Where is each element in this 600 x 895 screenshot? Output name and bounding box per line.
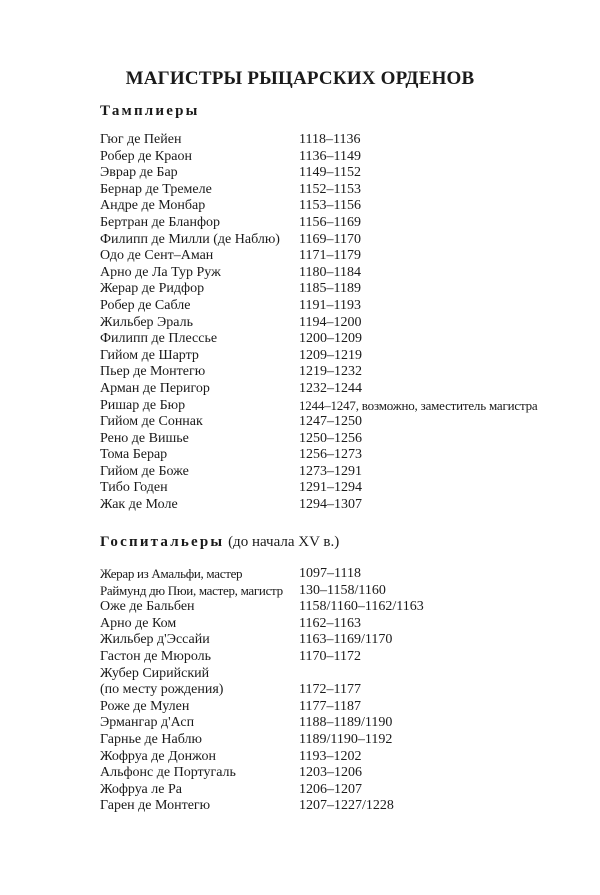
list-item bbox=[100, 298, 580, 315]
master-name: Жофруа ле Ра bbox=[100, 781, 182, 797]
master-name: Бертран де Бланфор bbox=[100, 214, 221, 230]
master-name: Филипп де Плессье bbox=[100, 331, 218, 347]
master-name: Альфонс де Португаль bbox=[100, 765, 236, 781]
master-name: Робер де Сабле bbox=[100, 297, 191, 313]
master-name: Тома Берар bbox=[100, 447, 168, 463]
master-years: 1194–1200 bbox=[299, 314, 362, 330]
master-years: 1118–1136 bbox=[299, 132, 361, 147]
list-item bbox=[100, 583, 580, 600]
list-item bbox=[100, 732, 580, 749]
master-years: 1172–1177 bbox=[299, 682, 361, 698]
list-item bbox=[100, 666, 580, 683]
master-years: 1193–1202 bbox=[299, 748, 362, 764]
list-item bbox=[100, 616, 580, 633]
list-item bbox=[100, 699, 580, 716]
master-years: 1247–1250 bbox=[299, 414, 362, 430]
hospitallers-heading-note: (до начала XV в.) bbox=[228, 534, 340, 550]
list-item bbox=[100, 265, 580, 282]
list-item bbox=[100, 198, 580, 215]
master-name: Жильбер Эраль bbox=[100, 314, 194, 330]
master-name: Андре де Монбар bbox=[100, 198, 206, 214]
master-name: Филипп де Милли (де Наблю) bbox=[100, 231, 280, 247]
master-years: 1219–1232 bbox=[299, 364, 362, 380]
master-name: Тибо Годен bbox=[100, 480, 168, 496]
master-years: 1191–1193 bbox=[299, 297, 361, 313]
master-name: Жофруа де Донжон bbox=[100, 748, 216, 764]
master-years: 1158/1160–1162/1163 bbox=[299, 599, 424, 615]
list-item bbox=[100, 182, 580, 199]
master-years: 1250–1256 bbox=[299, 430, 362, 446]
list-item bbox=[100, 682, 580, 699]
master-years: 1185–1189 bbox=[299, 281, 361, 297]
list-item bbox=[100, 464, 580, 481]
master-years: 1256–1273 bbox=[299, 447, 362, 463]
master-name: Одо де Сент–Аман bbox=[100, 248, 214, 264]
list-item bbox=[100, 749, 580, 766]
master-years: 1177–1187 bbox=[299, 698, 361, 714]
templars-heading bbox=[100, 101, 200, 121]
master-years: 1149–1152 bbox=[299, 165, 361, 181]
master-name: Жерар де Ридфор bbox=[100, 281, 205, 297]
master-name: Гарен де Монтегю bbox=[100, 798, 211, 814]
list-item bbox=[100, 348, 580, 365]
master-years: 1206–1207 bbox=[299, 781, 362, 797]
master-years: 1097–1118 bbox=[299, 566, 361, 581]
master-years: 1180–1184 bbox=[299, 264, 361, 280]
list-item bbox=[100, 447, 580, 464]
master-years: 1209–1219 bbox=[299, 347, 362, 363]
master-name: Арно де Ла Тур Руж bbox=[100, 264, 221, 280]
master-years: 1203–1206 bbox=[299, 765, 362, 781]
list-item bbox=[100, 715, 580, 732]
master-name: (по месту рождения) bbox=[100, 682, 224, 698]
list-item bbox=[100, 281, 580, 298]
hospitallers-heading-label: Госпитальеры bbox=[100, 534, 225, 550]
master-name: Жерар из Амальфи, мастер bbox=[100, 566, 243, 581]
master-name: Жильбер д'Эссайи bbox=[100, 632, 210, 648]
list-item bbox=[100, 398, 580, 415]
list-item bbox=[100, 765, 580, 782]
master-name: Гюг де Пейен bbox=[100, 132, 182, 147]
master-years: 1244–1247, возможно, заместитель магистра bbox=[299, 397, 538, 413]
hospitallers-list bbox=[100, 566, 580, 815]
master-name: Арман де Перигор bbox=[100, 380, 210, 396]
master-name: Арно де Ком bbox=[100, 615, 177, 631]
list-item bbox=[100, 414, 580, 431]
master-years: 1188–1189/1190 bbox=[299, 715, 393, 731]
list-item bbox=[100, 331, 580, 348]
list-item bbox=[100, 381, 580, 398]
master-years: 1163–1169/1170 bbox=[299, 632, 393, 648]
list-item bbox=[100, 798, 580, 815]
templars-heading-label: Тамплиеры bbox=[100, 103, 200, 119]
master-years: 1171–1179 bbox=[299, 248, 361, 264]
master-years: 1169–1170 bbox=[299, 231, 361, 247]
master-years: 1170–1172 bbox=[299, 648, 361, 664]
master-name: Рено де Вишье bbox=[100, 430, 189, 446]
master-name: Ришар де Бюр bbox=[100, 397, 186, 413]
master-name: Гийом де Соннак bbox=[100, 414, 203, 430]
master-years: 1152–1153 bbox=[299, 181, 361, 197]
master-name: Пьер де Монтегю bbox=[100, 364, 206, 380]
page-title: МАГИСТРЫ РЫЦАРСКИХ ОРДЕНОВ bbox=[125, 68, 475, 89]
master-name: Роже де Мулен bbox=[100, 698, 190, 714]
master-name: Гийом де Шартр bbox=[100, 347, 199, 363]
master-years: 1294–1307 bbox=[299, 497, 362, 513]
master-years: 1156–1169 bbox=[299, 214, 361, 230]
master-name: Бернар де Тремеле bbox=[100, 181, 212, 197]
templars-list bbox=[100, 132, 580, 514]
master-name: Жубер Сирийский bbox=[100, 665, 210, 681]
master-years: 1200–1209 bbox=[299, 331, 362, 347]
master-years: 1153–1156 bbox=[299, 198, 361, 214]
list-item bbox=[100, 480, 580, 497]
master-name: Эврар де Бар bbox=[100, 165, 178, 181]
list-item bbox=[100, 566, 580, 583]
list-item bbox=[100, 215, 580, 232]
list-item bbox=[100, 232, 580, 249]
master-years: 130–1158/1160 bbox=[299, 582, 386, 598]
list-item bbox=[100, 782, 580, 799]
list-item bbox=[100, 431, 580, 448]
master-name: Гийом де Боже bbox=[100, 463, 189, 479]
list-item bbox=[100, 364, 580, 381]
master-name: Оже де Бальбен bbox=[100, 599, 195, 615]
master-name: Робер де Краон bbox=[100, 148, 192, 164]
master-years: 1136–1149 bbox=[299, 148, 361, 164]
list-item bbox=[100, 149, 580, 166]
list-item bbox=[100, 248, 580, 265]
master-years: 1162–1163 bbox=[299, 615, 361, 631]
master-name: Эрмангар д'Асп bbox=[100, 715, 195, 731]
list-item bbox=[100, 649, 580, 666]
list-item bbox=[100, 632, 580, 649]
master-years: 1189/1190–1192 bbox=[299, 731, 393, 747]
list-item bbox=[100, 497, 580, 514]
list-item bbox=[100, 599, 580, 616]
list-item bbox=[100, 315, 580, 332]
master-name: Раймунд дю Пюи, мастер, магистр bbox=[100, 582, 283, 598]
hospitallers-heading bbox=[100, 532, 339, 552]
master-name: Жак де Моле bbox=[100, 497, 178, 513]
master-years: 1291–1294 bbox=[299, 480, 362, 496]
master-name: Гарнье де Наблю bbox=[100, 731, 202, 747]
master-years: 1232–1244 bbox=[299, 380, 362, 396]
master-years: 1273–1291 bbox=[299, 463, 362, 479]
list-item bbox=[100, 165, 580, 182]
master-years: 1207–1227/1228 bbox=[299, 798, 394, 814]
list-item bbox=[100, 132, 580, 149]
master-name: Гастон де Мюроль bbox=[100, 648, 212, 664]
